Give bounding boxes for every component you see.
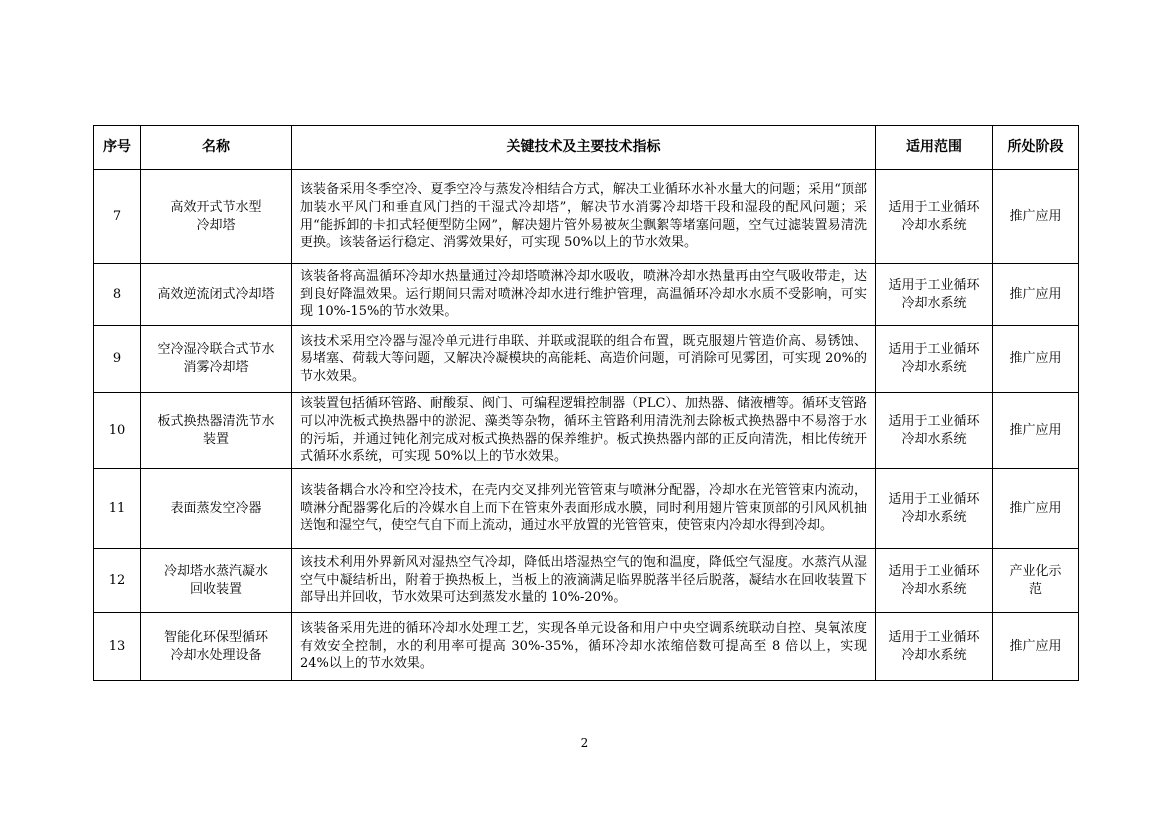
table-row	[94, 326, 1079, 393]
row-scope: 适用于工业循环 冷却水系统	[876, 264, 993, 326]
table-row	[94, 469, 1079, 549]
row-serial-number: 7	[94, 170, 141, 264]
row-stage: 推广应用	[993, 264, 1079, 326]
page-number: 2	[580, 736, 589, 750]
row-name: 板式换热器清洗节水 装置	[141, 393, 292, 469]
row-description: 该装备耦合水冷和空冷技术，在壳内交叉排列光管管束与喷淋分配器，冷却水在光管管束内流动，喷淋分配器雾化后的冷媒水自上而下在管束外表面形成水膜，同时利用翅片管束顶部的引风风机抽送饱和湿空气，使空气自下而上流动，通过水平放置的光管管束，使管束内冷却水得到冷却。	[292, 469, 876, 549]
row-stage: 产业化示 范	[993, 549, 1079, 613]
row-description: 该装备将高温循环冷却水热量通过冷却塔喷淋冷却水吸收，喷淋冷却水热量再由空气吸收带走，达到良好降温效果。运行期间只需对喷淋冷却水进行维护管理，高温循环冷却水水质不受影响，可实现 10%-15%的节水效果。	[292, 264, 876, 326]
row-name: 空冷湿冷联合式节水 消雾冷却塔	[141, 326, 292, 393]
row-scope: 适用于工业循环 冷却水系统	[876, 326, 993, 393]
header-scope: 适用范围	[876, 126, 993, 170]
table-row	[94, 613, 1079, 681]
row-serial-number: 8	[94, 264, 141, 326]
row-stage: 推广应用	[993, 170, 1079, 264]
row-serial-number: 13	[94, 613, 141, 681]
row-description: 该装备采用先进的循环冷却水处理工艺，实现各单元设备和用户中央空调系统联动自控、臭氧浓度有效安全控制，水的利用率可提高 30%-35%，循环冷却水浓缩倍数可提高至 8 倍以上，实现 24%以上的节水效果。	[292, 613, 876, 681]
row-scope: 适用于工业循环 冷却水系统	[876, 170, 993, 264]
row-name: 高效逆流闭式冷却塔	[141, 264, 292, 326]
row-description: 该技术利用外界新风对湿热空气冷却，降低出塔湿热空气的饱和温度，降低空气湿度。水蒸汽从湿空气中凝结析出，附着于换热板上，当板上的液滴满足临界脱落半径后脱落，凝结水在回收装置下部导出并回收，节水效果可达到蒸发水量的 10%-20%。	[292, 549, 876, 613]
technology-table	[93, 125, 1079, 681]
table-body	[94, 170, 1079, 681]
table-row	[94, 170, 1079, 264]
row-description: 该装备采用冬季空冷、夏季空冷与蒸发冷相结合方式，解决工业循环水补水量大的问题；采用“顶部加装水平风门和垂直风门挡的干湿式冷却塔”，解决节水消雾冷却塔干段和湿段的配风问题；采用“能拆卸的卡扣式轻便型防尘网”，解决翅片管外易被灰尘飘絮等堵塞问题，空气过滤装置易清洗更换。该装备运行稳定、消雾效果好，可实现 50%以上的节水效果。	[292, 170, 876, 264]
row-serial-number: 11	[94, 469, 141, 549]
row-name: 高效开式节水型 冷却塔	[141, 170, 292, 264]
row-serial-number: 9	[94, 326, 141, 393]
table-row	[94, 549, 1079, 613]
row-description: 该技术采用空冷器与湿冷单元进行串联、并联或混联的组合布置，既克服翅片管造价高、易锈蚀、易堵塞、荷载大等问题，又解决冷凝模块的高能耗、高造价问题，可消除可见雾团，可实现 20%的节水效果。	[292, 326, 876, 393]
row-serial-number: 12	[94, 549, 141, 613]
row-stage: 推广应用	[993, 469, 1079, 549]
header-key-technology: 关键技术及主要技术指标	[292, 126, 876, 170]
header-name: 名称	[141, 126, 292, 170]
row-stage: 推广应用	[993, 326, 1079, 393]
header-stage: 所处阶段	[993, 126, 1079, 170]
table-row	[94, 264, 1079, 326]
table-row	[94, 393, 1079, 469]
row-scope: 适用于工业循环 冷却水系统	[876, 469, 993, 549]
row-scope: 适用于工业循环 冷却水系统	[876, 549, 993, 613]
row-name: 表面蒸发空冷器	[141, 469, 292, 549]
row-scope: 适用于工业循环 冷却水系统	[876, 393, 993, 469]
row-description: 该装置包括循环管路、耐酸泵、阀门、可编程逻辑控制器（PLC）、加热器、储液槽等。循环支管路可以冲洗板式换热器中的淤泥、藻类等杂物，循环主管路利用清洗剂去除板式换热器中不易溶于水的污垢，并通过钝化剂完成对板式换热器的保养维护。板式换热器内部的正反向清洗，相比传统开式循环水系统，可实现 50%以上的节水效果。	[292, 393, 876, 469]
row-stage: 推广应用	[993, 393, 1079, 469]
header-serial-number: 序号	[94, 126, 141, 170]
table-header-row	[94, 126, 1079, 170]
row-stage: 推广应用	[993, 613, 1079, 681]
row-serial-number: 10	[94, 393, 141, 469]
row-name: 智能化环保型循环 冷却水处理设备	[141, 613, 292, 681]
row-scope: 适用于工业循环 冷却水系统	[876, 613, 993, 681]
row-name: 冷却塔水蒸汽凝水 回收装置	[141, 549, 292, 613]
